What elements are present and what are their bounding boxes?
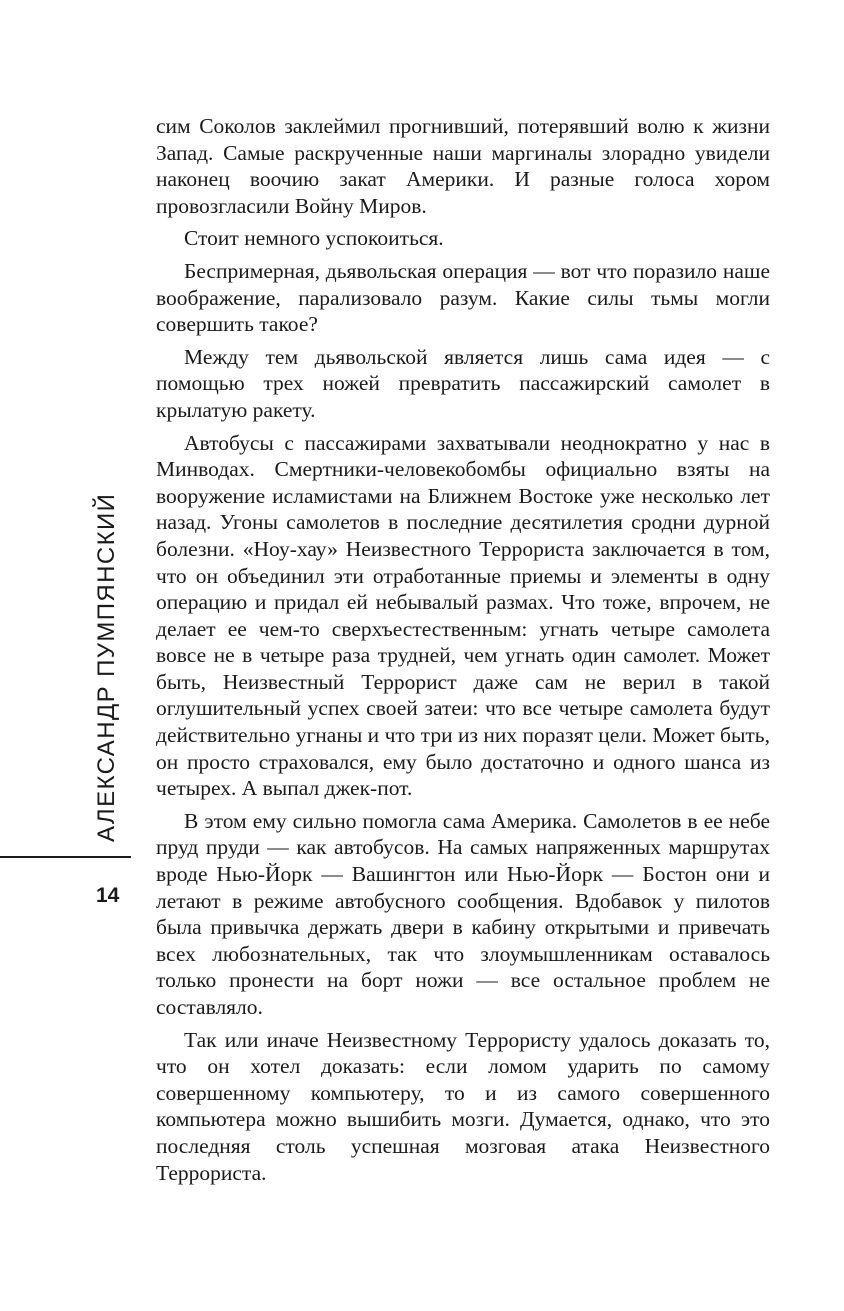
paragraph: Стоит немного успокоиться. bbox=[184, 226, 444, 251]
running-head: АЛЕКСАНДР ПУМПЯНСКИЙ bbox=[93, 492, 120, 842]
paragraph: В этом ему сильно помогла сама Америка. Самолетов в ее небе пруд пруди — как автобусов. На самых напряженных маршрутах вроде Нью-Йорк — Вашингтон или Нью-Йорк — Бостон они и летают в режиме автобусного сообщения. Вдобавок у пилотов была привычка держать двери в кабину открытыми и привечать всех любознательных, так что злоумышленникам оставалось только пронести на борт ножи — все остальное проблем не составляло. bbox=[156, 808, 770, 1019]
margin-rule bbox=[0, 856, 131, 858]
body-text bbox=[156, 113, 770, 1192]
paragraph: Так или иначе Неизвестному Террористу удалось доказать то, что он хотел доказать: если ломом ударить по самому совершенному компьютеру, то и из самого совершенного компьютера можно вышибить мозги. Думается, однако, что это последняя столь успешная мозговая атака Неизвестного Террориста. bbox=[156, 1027, 770, 1185]
paragraph: Между тем дьявольской является лишь сама идея — с помощью трех ножей превратить пассажирский самолет в крылатую ракету. bbox=[156, 344, 770, 422]
paragraph: Беспримерная, дьявольская операция — вот что поразило наше воображение, парализовало разум. Какие силы тьмы могли совершить такое? bbox=[156, 258, 770, 337]
page-margin bbox=[0, 0, 140, 1311]
paragraph: сим Соколов заклеймил прогнивший, потерявший волю к жизни Запад. Самые раскрученные наши маргиналы злорадно увидели наконец воочию закат Америки. И разные голоса хором провозгласили Войну Миров. bbox=[156, 114, 770, 218]
running-head-container bbox=[92, 462, 126, 842]
paragraph: Автобусы с пассажирами захватывали неоднократно у нас в Минводах. Смертники-человекобомбы официально взяты на вооружение исламистами на Ближнем Востоке уже несколько лет назад. Угоны самолетов в последние десятилетия сродни дурной болезни. «Ноу-хау» Неизвестного Террориста заключается в том, что он объединил эти отработанные приемы и элементы в одну операцию и придал ей небывалый размах. Что тоже, впрочем, не делает ее чем-то сверхъестественным: угнать четыре самолета вовсе не в четыре раза трудней, чем угнать один самолет. Может быть, Неизвестный Террорист даже сам не верил в такой оглушительный успех своей затеи: что все четыре самолета будут действительно угнаны и что три из них поразят цели. Может быть, он просто страховался, ему было достаточно и одного шанса из четырех. А выпал джек-пот. bbox=[156, 430, 770, 801]
page-number: 14 bbox=[96, 884, 120, 907]
